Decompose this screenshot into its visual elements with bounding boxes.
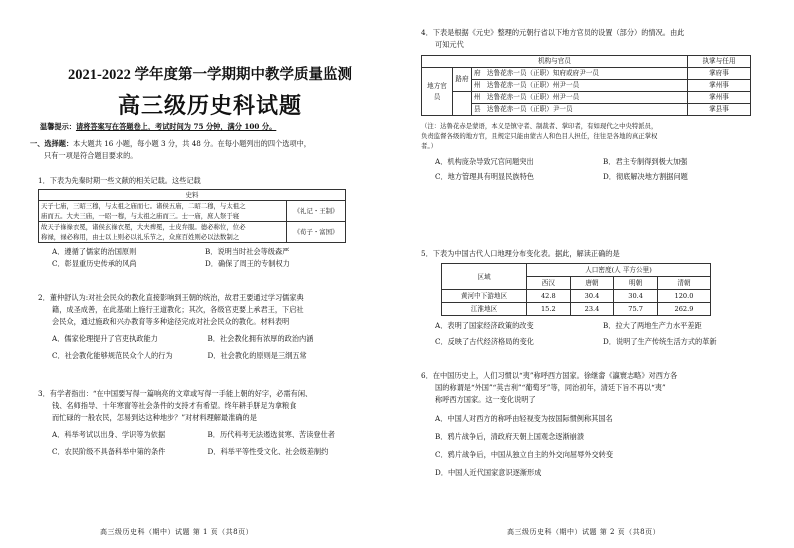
q4-row3-level: 州 xyxy=(474,93,481,101)
q4-note-2: 负责监督各级的地方官，且规定只能由蒙古人和色目人担任，往往是各地的真正掌权 xyxy=(421,132,658,140)
section-text-2: 只有一项是符合题目要求的。 xyxy=(44,151,138,160)
q4-row2-level: 州 xyxy=(474,81,481,89)
q5-row1-v4: 120.0 xyxy=(657,290,710,303)
q6-option-b[interactable]: B．鸦片战争后，清政府天朝上国观念逐渐崩溃 xyxy=(435,432,585,441)
q1-row2-text2: 称禄，禄必称用，由士以上则必以礼乐节之，众庶百姓则必以法数制之 xyxy=(41,233,240,241)
q1-row2-source: 《荀子・富国》 xyxy=(287,222,346,243)
page-footer-2: 高三级历史科（期中）试题 第 2 页（共8页） xyxy=(507,528,661,536)
q4-row2-duty: 掌州事 xyxy=(687,80,750,92)
q5-period-4: 清朝 xyxy=(657,277,710,290)
q6-option-a[interactable]: A．中国人对西方的称呼由轻视变为按国际惯例称其国名 xyxy=(435,414,613,423)
q4-row4-duty: 掌县事 xyxy=(687,104,750,116)
q5-row2-v2: 23.4 xyxy=(570,303,614,316)
q4-table xyxy=(421,55,751,116)
q2-option-b[interactable]: B．社会教化拥有浓厚的政治内涵 xyxy=(207,334,314,343)
section-intro xyxy=(30,138,370,162)
q4-th-left: 机构与官员 xyxy=(422,56,688,68)
tip-label: 温馨提示： xyxy=(40,122,76,131)
q4-group-label: 路府 xyxy=(453,68,472,92)
q2-options-row1 xyxy=(38,333,363,345)
q5-stem: 5．下表为中国古代人口地理分布变化表。据此，解读正确的是 xyxy=(421,249,620,258)
q2-option-a[interactable]: A．儒家伦理提升了官吏执政能力 xyxy=(52,334,158,343)
q6-options xyxy=(421,410,771,482)
q5-option-c[interactable]: C．反映了古代经济格局的变化 xyxy=(435,337,534,346)
q4-row1-duty: 掌府事 xyxy=(687,68,750,80)
q6-option-c[interactable]: C．鸦片战争后，中国从独立自主的外交向屈辱外交转变 xyxy=(435,450,614,459)
q6-line-1: 6．在中国历史上，人们习惯以“夷”称呼西方国家。徐继畲《瀛寰志略》对西方各 xyxy=(421,371,678,380)
question-3 xyxy=(38,388,363,458)
q6-line-2: 国的称谓是“外国”“英吉利”“葡萄牙”等，同治初年，清廷下旨不再以“夷” xyxy=(435,383,666,392)
q5-period-3: 明朝 xyxy=(614,277,658,290)
q3-line-1: 3．有学者指出：“在中国要写得一篇响亮的文章或写得一手能上朝的好字，必需有闲、 xyxy=(38,389,313,398)
q5-row1-v1: 42.8 xyxy=(527,290,571,303)
q4-row1-officials xyxy=(472,68,688,80)
q2-options-row2 xyxy=(38,350,363,362)
q5-row2-v4: 262.9 xyxy=(657,303,710,316)
q4-stem-2: 可知元代 xyxy=(435,40,464,49)
q2-line-2: 籍，成圣成善，在此基础上施行王道教化；其次，各级官吏要上承君王，下启社 xyxy=(52,305,304,314)
tip-text: 请将答案写在答题卷上，考试时间为 75 分钟，满分 100 分。 xyxy=(75,122,277,131)
q4-note-3: 者。） xyxy=(421,142,437,150)
exam-subtitle: 高三级历史科试题 xyxy=(117,93,302,119)
q4-option-d[interactable]: D．彻底解决地方割据问题 xyxy=(603,172,688,181)
section-text-1: 本大题共 16 小题，每小题 3 分，共 48 分。在每小题列出的四个选项中， xyxy=(73,139,311,148)
q5-row1-region: 黄河中下游地区 xyxy=(442,290,527,303)
right-page xyxy=(397,0,794,548)
q1-option-b[interactable]: B．说明当时社会等级森严 xyxy=(205,247,290,256)
q4-row2-officials: 达鲁花赤一员（正职）州尹一员 xyxy=(486,81,580,89)
question-4 xyxy=(421,27,771,183)
q4-row1-officials-text: 达鲁花赤一员（正职）知府或府尹一员 xyxy=(486,69,599,77)
table-row xyxy=(442,303,711,316)
q1-option-d[interactable]: D．确保了周王的专制权力 xyxy=(205,259,290,268)
table-row xyxy=(422,92,751,104)
q3-option-c[interactable]: C．农民阶级不具备科举中第的条件 xyxy=(52,447,166,456)
q4-note xyxy=(421,121,771,151)
q4-stem-1: 4．下表是根据《元史》整理的元朝行省以下地方官员的设置（部分）的情况。由此 xyxy=(421,28,685,37)
q3-line-3: 而忙碌的一般农民，怎易到达这种地步？”对材料理解最准确的是 xyxy=(52,413,257,422)
q3-option-d[interactable]: D．科举平等性受文化、社会级差制约 xyxy=(207,447,329,456)
q5-period-2: 唐朝 xyxy=(570,277,614,290)
q1-option-a[interactable]: A．遵循了儒家的治国原则 xyxy=(52,247,137,256)
q3-option-a[interactable]: A．科举考试以出身、学识等为依据 xyxy=(52,430,166,439)
q4-option-c[interactable]: C．地方管理具有明显民族特色 xyxy=(435,172,534,181)
q5-option-a[interactable]: A．表明了国家经济政策的改变 xyxy=(435,321,534,330)
q1-row1-source: 《礼记・王制》 xyxy=(287,201,346,222)
question-2 xyxy=(38,292,363,362)
q1-row2-text1: 故天子祿祿衣冕，诸侯玄祿衣冕，大夫禆冕，士皮弁服。德必称位，位必 xyxy=(41,223,246,231)
q4-row4-officials: 达鲁花赤一员（正职）尹一员 xyxy=(486,105,573,113)
q4-options-row2 xyxy=(421,171,771,183)
table-row xyxy=(422,104,751,116)
q3-option-b[interactable]: B．历代科考无法遏选贫寒、苦读登仕者 xyxy=(207,430,335,439)
q4-row3-duty: 掌州事 xyxy=(687,92,750,104)
q4-note-1: （注：达鲁花赤是蒙语，本义是镇守者、制裁者、掌印者，有如现代之中央特派员， xyxy=(421,122,658,130)
section-title: 一、选择题： xyxy=(30,139,74,148)
q5-row2-v1: 15.2 xyxy=(527,303,571,316)
q2-line-3: 会民众，通过施政和兴办教育等多种途径完成对社会民众的教化。材料表明 xyxy=(52,317,290,326)
q5-row2-region: 江淮地区 xyxy=(442,303,527,316)
q5-table xyxy=(441,263,711,316)
q4-options-row1 xyxy=(421,156,771,168)
q5-options-row2 xyxy=(421,336,771,348)
q5-period-1: 西汉 xyxy=(527,277,571,290)
page-footer-1: 高三级历史科（期中）试题 第 1 页（共8页） xyxy=(100,528,254,536)
q1-stem: 1．下表为先秦时期一些文献的相关记载。这些记载 xyxy=(38,176,201,185)
q3-line-2: 钱、名师指导、十年寒窗等社会条件的支持才有希望。终年耕手胼足为拿粮食 xyxy=(52,401,297,410)
table-row xyxy=(39,222,346,243)
table-row xyxy=(39,201,346,222)
table-row xyxy=(422,80,751,92)
q5-row1-v3: 30.4 xyxy=(614,290,658,303)
q2-line-1: 2．董仲舒认为:对社会民众的教化直接影响到王朝的统治，故君王要通过学习儒家典 xyxy=(38,293,304,302)
table-row xyxy=(422,68,751,80)
q4-row3-officials: 达鲁花赤一员（正职）州尹一员 xyxy=(486,93,580,101)
tip-line xyxy=(40,122,276,132)
q3-options-row2 xyxy=(38,446,363,458)
q5-row1-v2: 30.4 xyxy=(570,290,614,303)
exam-title: 2021-2022 学年度第一学期期中教学质量监测 xyxy=(68,67,352,83)
q1-row1-text2: 庙而五。大夫三庙，一昭一穆，与太祖之庙而三。士一庙，庶人祭于寝 xyxy=(41,212,240,220)
q1-option-c[interactable]: C．彰显重历史传承的风尚 xyxy=(52,259,137,268)
q5-option-d[interactable]: D．说明了生产传统生活方式的革新 xyxy=(603,337,717,346)
q1-table xyxy=(38,189,346,243)
q4-row1-level: 府 xyxy=(474,69,481,77)
q1-options-row1 xyxy=(38,246,358,258)
q5-option-b[interactable]: B．拉大了两地生产力水平差距 xyxy=(603,321,702,330)
q2-option-c[interactable]: C．社会教化能够规范民众个人的行为 xyxy=(52,351,173,360)
q1-table-header: 史料 xyxy=(39,190,346,201)
q5-options-row1 xyxy=(421,320,771,332)
q2-option-d[interactable]: D．社会教化的原则是三纲五常 xyxy=(207,351,307,360)
q4-th-right: 执掌与任用 xyxy=(687,56,750,68)
question-5 xyxy=(421,248,771,348)
table-row xyxy=(442,290,711,303)
question-1 xyxy=(38,175,358,270)
q5-row2-v3: 75.7 xyxy=(614,303,658,316)
q3-options-row1 xyxy=(38,429,363,441)
q1-options-row2 xyxy=(38,258,358,270)
question-6 xyxy=(421,370,771,482)
q4-option-a[interactable]: A．机构庞杂导致冗官问题突出 xyxy=(435,157,534,166)
q1-row1-text1: 天子七庙，三昭三穆，与太祖之庙而七。诸侯五庙，二昭二穆，与太祖之 xyxy=(41,202,246,210)
q4-side-label: 地方官员 xyxy=(422,68,453,116)
q6-option-d[interactable]: D．中国人近代国家意识逐渐形成 xyxy=(435,468,542,477)
q5-density-header: 人口密度(人 平方公里) xyxy=(527,264,711,277)
q5-region-header: 区域 xyxy=(442,264,527,290)
q4-option-b[interactable]: B．君主专制得到极大加强 xyxy=(603,157,688,166)
q4-row4-level: 县 xyxy=(474,105,481,113)
q6-line-3: 称呼西方国家。这一变化说明了 xyxy=(435,395,536,404)
